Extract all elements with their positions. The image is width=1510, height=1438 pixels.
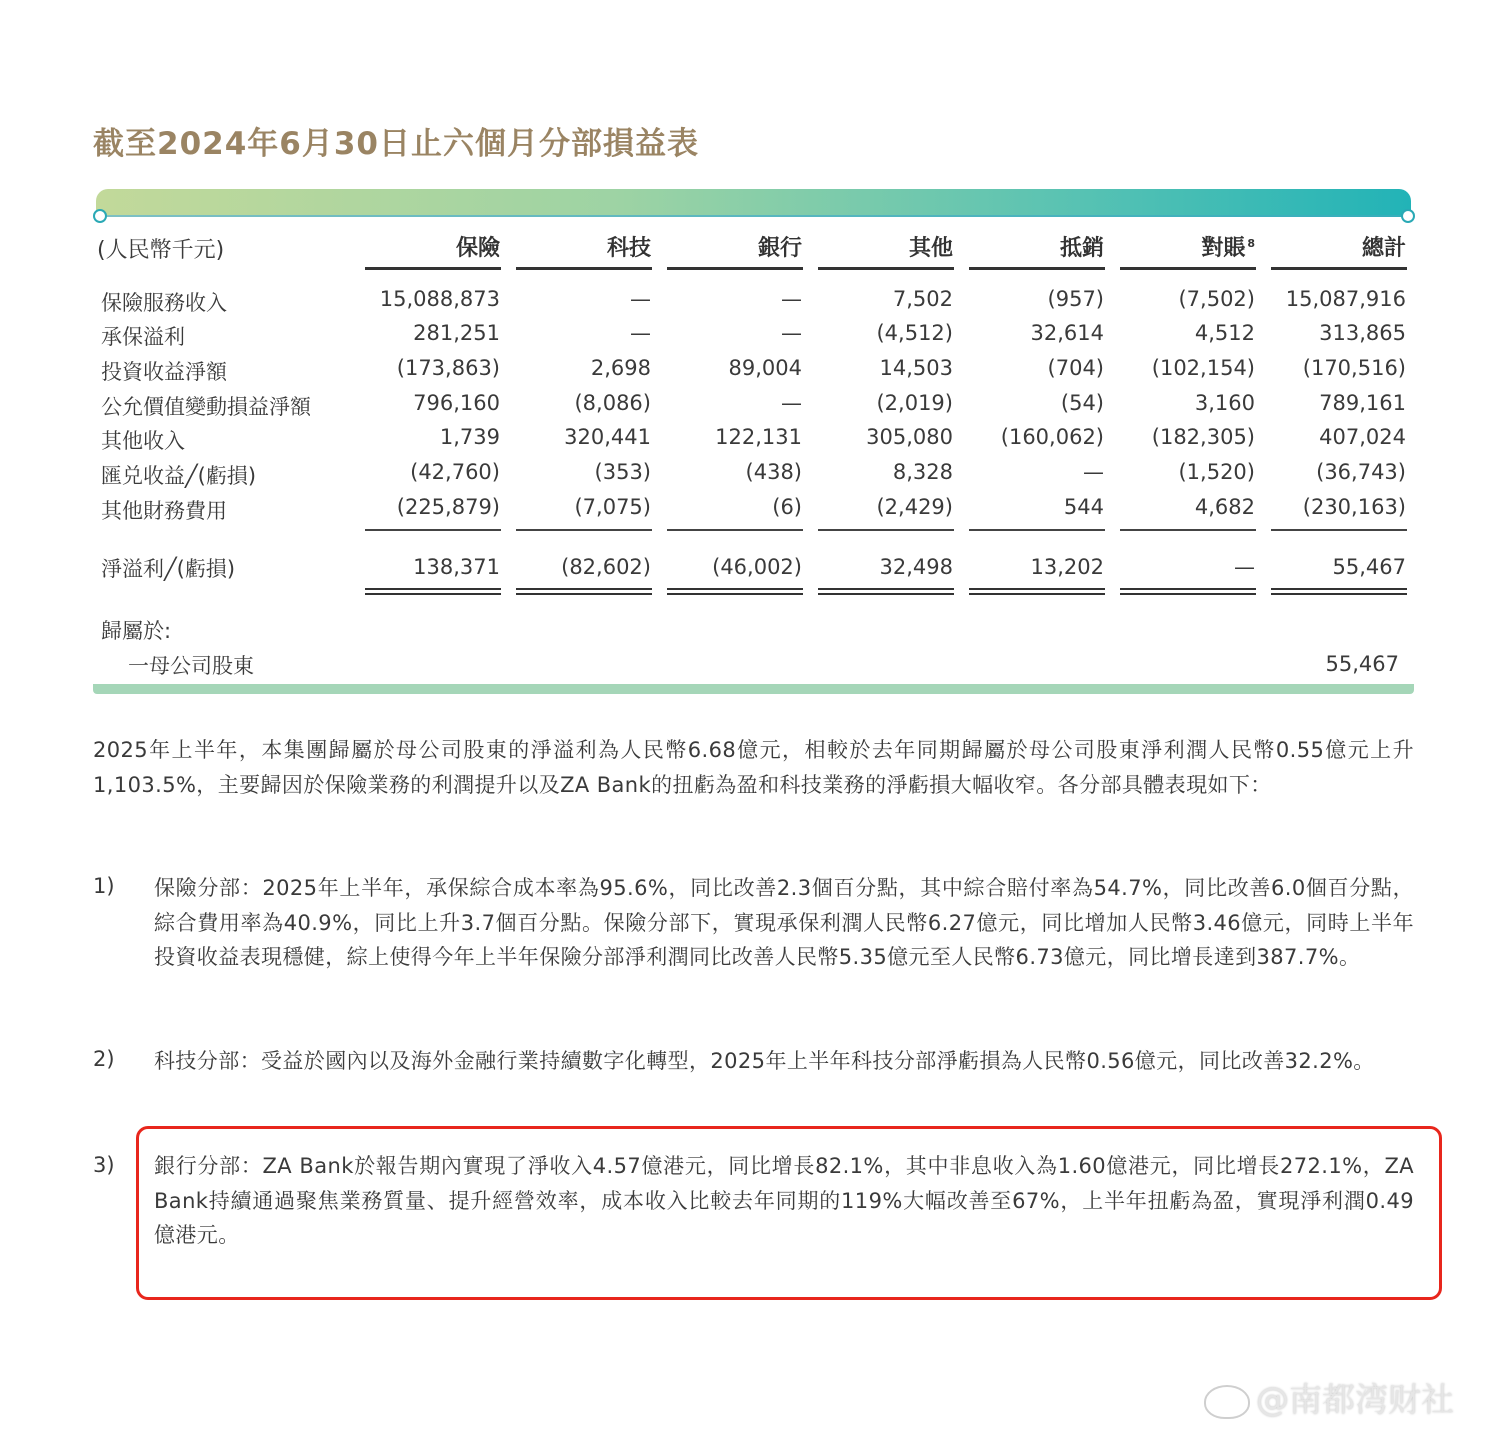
table-cell: (2,019) [876,391,953,415]
table-top-line [100,215,1407,217]
table-cell: (160,062) [1000,425,1104,449]
item-3-number: 3) [93,1153,115,1177]
table-cell: (42,760) [410,460,500,484]
attributable-label: 歸屬於: [101,619,172,643]
total-cell: (82,602) [561,555,651,579]
subtotal-rule [667,529,803,531]
subtotal-rule [818,529,954,531]
table-cell: (36,743) [1316,460,1406,484]
table-cell: 3,160 [1194,391,1255,415]
table-cell: 122,131 [715,425,802,449]
table-cell: — [630,321,651,345]
table-cell: (8,086) [574,391,651,415]
header-underline [516,267,652,270]
table-cell: — [781,287,802,311]
table-cell: (1,520) [1178,460,1255,484]
column-header: 銀行 [757,236,802,261]
header-underline [969,267,1105,270]
column-header-text: 對賬 [1201,236,1246,261]
table-cell: 4,512 [1194,321,1255,345]
row-label: 保險服務收入 [101,291,227,315]
table-cell: 32,614 [1030,321,1104,345]
table-cell: 320,441 [564,425,651,449]
subtotal-rule [516,529,652,531]
row-label: 公允價值變動損益淨額 [101,395,311,419]
row-label: 投資收益淨額 [101,360,227,384]
table-cell: 789,161 [1319,391,1406,415]
table-cell: (102,154) [1151,356,1255,380]
table-cell: (957) [1047,287,1104,311]
column-header: 抵銷 [1059,236,1104,261]
column-header: 保險 [455,236,500,261]
row-label: 匯兑收益╱(虧損) [101,464,257,488]
column-header: 總計 [1361,236,1406,261]
table-cell: 281,251 [413,321,500,345]
table-cell: (230,163) [1302,495,1406,519]
item-1-number: 1) [93,874,115,898]
table-bottom-bar [93,684,1414,694]
left-dot [93,209,107,223]
header-underline [818,267,954,270]
subtotal-rule [969,529,1105,531]
table-cell: — [781,321,802,345]
table-cell: (7,075) [574,495,651,519]
double-rule-bottom [667,593,803,595]
table-cell: 407,024 [1319,425,1406,449]
double-rule-top [365,588,501,590]
intro-paragraph: 2025年上半年，本集團歸屬於母公司股東的淨溢利為人民幣6.68億元，相較於去年同期歸屬於母公司股東淨利潤人民幣0.55億元上升1,103.5%，主要歸因於保險業務的利潤提升以及ZA Bank的扭虧為盈和科技業務的淨虧損大幅收窄。各分部具體表現如下： [93,738,1414,797]
table-cell: 89,004 [728,356,802,380]
table-cell: (170,516) [1302,356,1406,380]
total-cell: (46,002) [712,555,802,579]
table-cell: 4,682 [1194,495,1255,519]
double-rule-bottom [1271,593,1407,595]
table-cell: (173,863) [396,356,500,380]
table-cell: — [630,287,651,311]
double-rule-top [516,588,652,590]
table-cell: 796,160 [413,391,500,415]
header-underline [365,267,501,270]
subtotal-rule [365,529,501,531]
table-cell: (2,429) [876,495,953,519]
double-rule-top [667,588,803,590]
row-label: 其他收入 [101,429,185,453]
right-dot [1401,209,1415,223]
total-row-label: 淨溢利╱(虧損) [101,557,236,581]
highlight-box [136,1126,1442,1300]
table-cell: 15,087,916 [1285,287,1406,311]
subtotal-rule [1120,529,1256,531]
unit-label: (人民幣千元) [97,238,225,263]
table-cell: (54) [1060,391,1104,415]
row-label: 承保溢利 [101,325,185,349]
item-2-number: 2) [93,1047,115,1071]
header-underline [1271,267,1407,270]
row-label: 其他財務費用 [101,499,227,523]
table-cell: 1,739 [439,425,500,449]
table-cell: 313,865 [1319,321,1406,345]
double-rule-bottom [516,593,652,595]
footnote-marker: 8 [1247,236,1255,250]
table-cell: (438) [745,460,802,484]
item-3-text: 銀行分部：ZA Bank於報告期內實現了淨收入4.57億港元，同比增長82.1%，其中非息收入為1.60億港元，同比增長272.1%，ZA Bank持續通過聚焦業務質量、提升經營效率，成本收入比較去年同期的119%大幅改善至67%，上半年扭虧為盈，實現淨利潤0.49億港元。 [154,1154,1414,1247]
double-rule-bottom [818,593,954,595]
weibo-logo-icon [1204,1385,1250,1419]
table-cell: (6) [772,495,802,519]
double-rule-bottom [365,593,501,595]
watermark-text: @南都湾财社 [1256,1380,1454,1419]
parent-row-label: 一母公司股東 [128,654,254,678]
item-2-text: 科技分部：受益於國內以及海外金融行業持續數字化轉型，2025年上半年科技分部淨虧損為人民幣0.56億元，同比改善32.2%。 [154,1049,1375,1073]
watermark [1204,1374,1454,1421]
item-1-text: 保險分部：2025年上半年，承保綜合成本率為95.6%，同比改善2.3個百分點，其中綜合賠付率為54.7%，同比改善6.0個百分點，綜合費用率為40.9%，同比上升3.7個百分點。保險分部下，實現承保利潤人民幣6.27億元，同比增加人民幣3.46億元，同時上半年投資收益表現穩健，綜上使得今年上半年保險分部淨利潤同比改善人民幣5.35億元至人民幣6.73億元，同比增長達到387.7%。 [154,876,1414,969]
table-cell: 7,502 [892,287,953,311]
double-rule-top [969,588,1105,590]
table-cell: (353) [594,460,651,484]
page-title: 截至2024年6月30日止六個月分部損益表 [93,126,699,162]
column-header: 其他 [908,236,953,261]
table-cell: 8,328 [892,460,953,484]
total-cell: 32,498 [879,555,953,579]
table-cell: 544 [1063,495,1104,519]
table-cell: (4,512) [876,321,953,345]
parent-row-value: 55,467 [1325,652,1399,676]
column-header [1105,231,1255,262]
table-cell: 2,698 [590,356,651,380]
header-underline [1120,267,1256,270]
table-top-bar [96,189,1411,215]
table-cell: 305,080 [866,425,953,449]
double-rule-bottom [1120,593,1256,595]
header-underline [667,267,803,270]
table-cell: — [1083,460,1104,484]
total-cell: 13,202 [1030,555,1104,579]
table-cell: (182,305) [1151,425,1255,449]
double-rule-top [1271,588,1407,590]
table-cell: (225,879) [396,495,500,519]
subtotal-rule [1271,529,1407,531]
double-rule-top [1120,588,1256,590]
table-cell: (704) [1047,356,1104,380]
total-cell: 55,467 [1332,555,1406,579]
double-rule-bottom [969,593,1105,595]
column-header: 科技 [606,236,651,261]
table-cell: (7,502) [1178,287,1255,311]
total-cell: — [1234,555,1255,579]
table-cell: 14,503 [879,356,953,380]
table-cell: — [781,391,802,415]
table-cell: 15,088,873 [379,287,500,311]
double-rule-top [818,588,954,590]
total-cell: 138,371 [413,555,500,579]
